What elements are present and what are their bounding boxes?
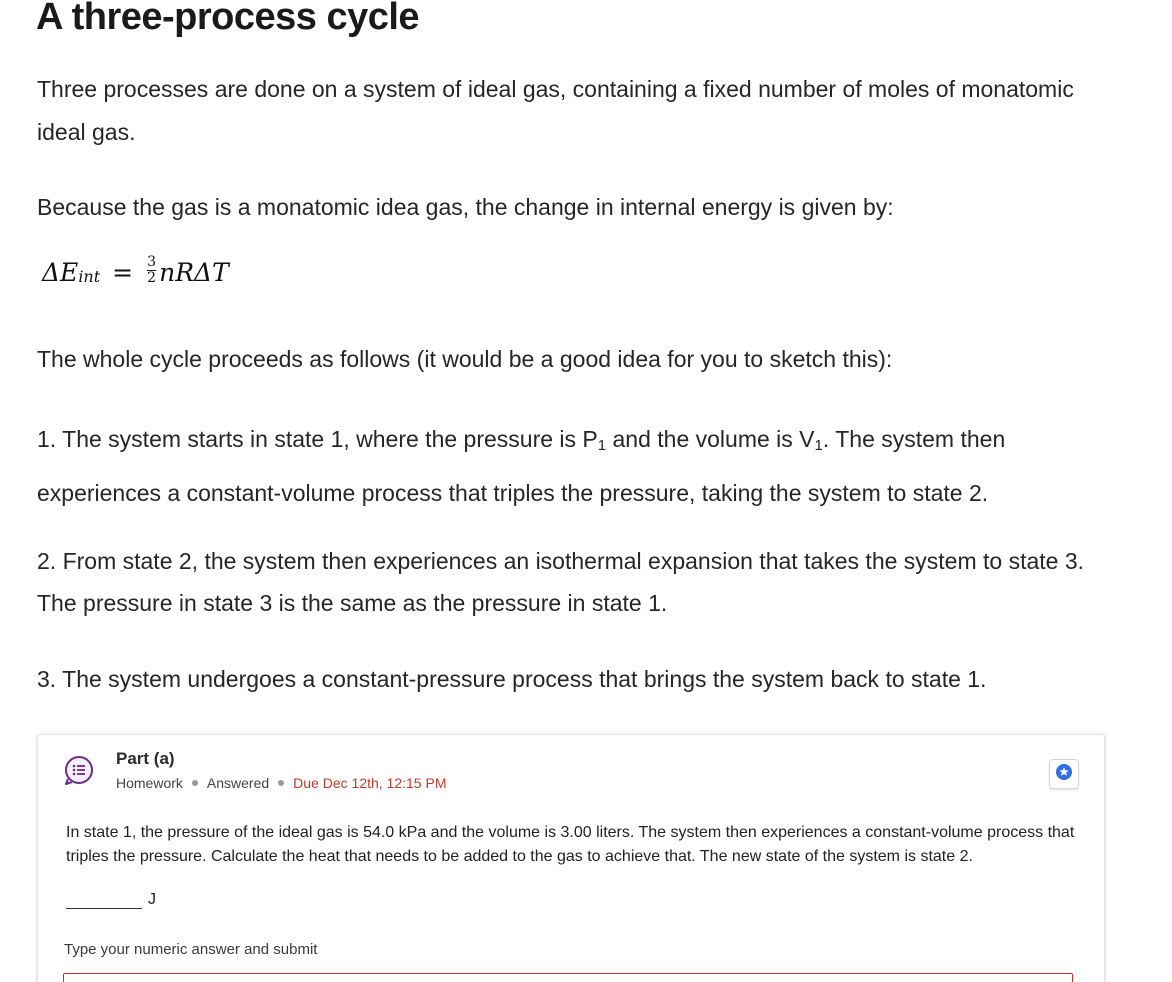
fraction-denominator: 2 <box>147 270 157 286</box>
question-text: In state 1, the pressure of the ideal gas is 54.0 kPa and the volume is 3.00 liters. The system then experiences a constant-volume process that triples the pressure. Calculate the heat that needs to be added to the gas to achieve that. The new state of the system is state 2. <box>66 824 1075 865</box>
intro-paragraph: Three processes are done on a system of ideal gas, containing a fixed number of moles of monatomic ideal gas. <box>37 76 1074 145</box>
step-1-p-subscript: 1 <box>597 437 607 454</box>
step-1-text-a: 1. The system starts in state 1, where the pressure is P <box>37 426 598 452</box>
question-list-icon <box>64 755 94 785</box>
fraction-numerator: 3 <box>147 254 157 270</box>
meta-separator-dot <box>192 780 198 786</box>
answer-status: Answered <box>206 775 270 791</box>
step-2-paragraph: 2. From state 2, the system then experiences an isothermal expansion that takes the system to state 3. The pressure in state 3 is the same as the pressure in state 1. <box>37 548 1085 616</box>
equation-fraction <box>147 256 156 285</box>
assignment-type: Homework <box>116 775 183 791</box>
blank-underline <box>66 892 142 909</box>
star-badge-icon <box>1055 763 1073 786</box>
step-1-paragraph <box>37 414 1097 518</box>
page-title: A three-process cycle <box>36 0 420 38</box>
equation-lhs-subscript: int <box>78 267 101 286</box>
equation-rhs: nRΔT <box>159 258 229 287</box>
equation-lhs: ΔE <box>42 258 79 287</box>
step-3-paragraph: 3. The system undergoes a constant-pressure process that brings the system back to state 1. <box>37 666 987 692</box>
step-1-text-c: . The system then experiences a constant-volume process that triples the pressure, taking the system to state 2. <box>37 426 1006 506</box>
step-1-text-b: and the volume is V <box>606 426 815 452</box>
answer-blank <box>66 891 156 909</box>
step-1-v-subscript: 1 <box>814 437 823 454</box>
due-date: Due Dec 12th, 12:15 PM <box>293 775 447 791</box>
question-card <box>37 734 1105 982</box>
answer-unit: J <box>148 891 156 908</box>
bookmark-star-button[interactable] <box>1049 759 1079 789</box>
meta-separator-dot <box>278 780 284 786</box>
energy-intro-paragraph: Because the gas is a monatomic idea gas, the change in internal energy is given by: <box>37 194 894 220</box>
numeric-answer-input[interactable] <box>63 973 1073 982</box>
answer-hint: Type your numeric answer and submit <box>64 941 318 958</box>
equation-equals: = <box>112 258 134 287</box>
part-meta <box>116 775 446 791</box>
cycle-intro-paragraph: The whole cycle proceeds as follows (it would be a good idea for you to sketch this): <box>37 346 893 372</box>
part-title: Part (a) <box>116 749 175 768</box>
internal-energy-equation <box>42 254 229 287</box>
